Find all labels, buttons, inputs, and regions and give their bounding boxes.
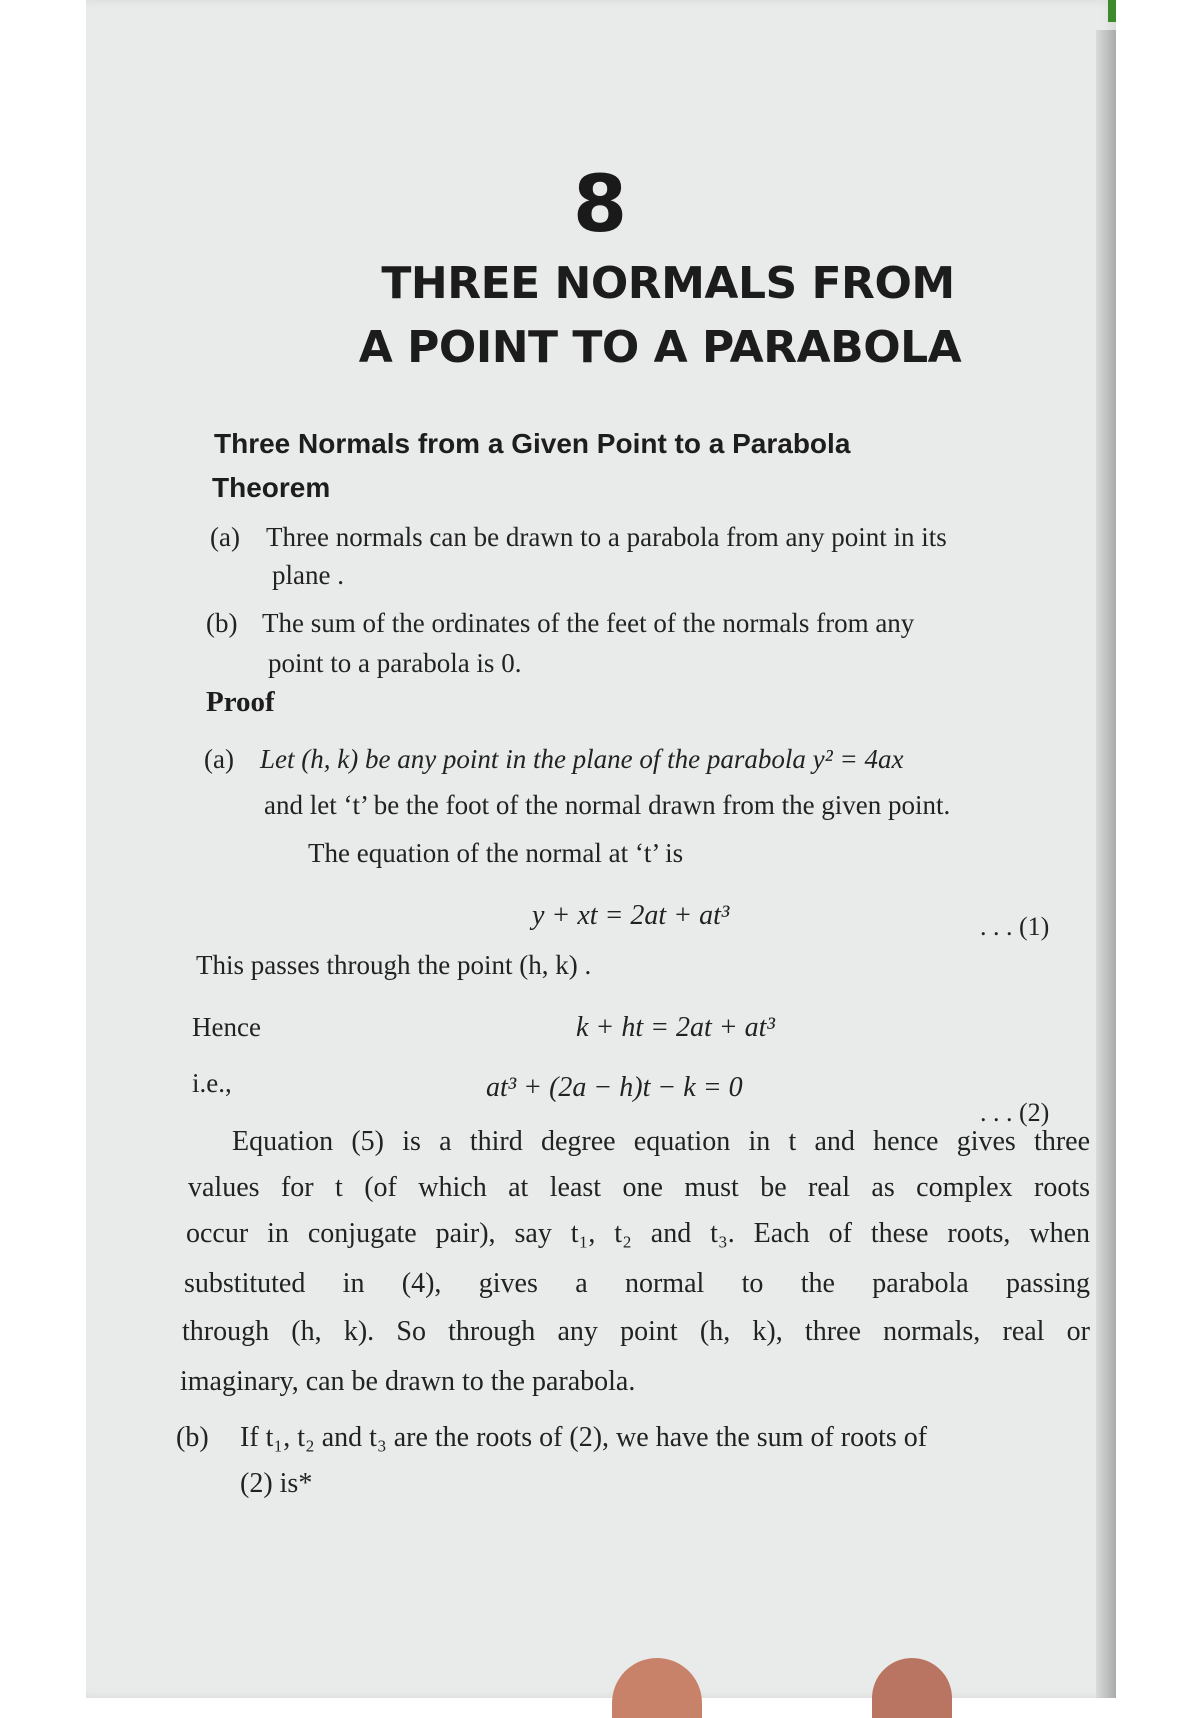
proof-label: Proof [206,686,275,718]
equation-hence: k + ht = 2at + at³ [576,1012,775,1043]
proof-a-line2: and let ‘t’ be the foot of the normal drawn from the given point. [264,790,951,820]
paragraph-line6: imaginary, can be drawn to the parabola. [180,1366,636,1397]
theorem-b-text: The sum of the ordinates of the feet of the normals from any [262,608,915,638]
passes-through-text: This passes through the point (h, k) . [196,950,592,980]
theorem-b-label: (b) [206,608,238,638]
proof-b-line1 [176,1422,927,1454]
equation-1-number: . . . (1) [980,912,1050,941]
theorem-a-text: Three normals can be drawn to a parabola from any point in its [266,522,947,552]
theorem-label: Theorem [212,472,331,503]
proof-b-label: (b) [176,1422,209,1453]
proof-b-text: If t₁, t₂ and t₃ are the roots of (2), we have the sum of roots of [240,1422,928,1453]
proof-a-label: (a) [204,744,234,774]
proof-b-line2: (2) is* [240,1468,313,1499]
equation-2-number: . . . (2) [980,1098,1050,1127]
chapter-title-line1: THREE NORMALS FROM [381,258,955,309]
theorem-a-label: (a) [210,522,240,552]
theorem-b-line1 [206,608,914,639]
equation-2: at³ + (2a − h)t − k = 0 [486,1072,743,1103]
left-margin [0,0,86,1698]
chapter-number: 8 [572,160,628,250]
hence-label: Hence [192,1012,261,1042]
paragraph-line3: occur in conjugate pair), say t₁, t₂ and t₃. Each of these roots, when [186,1218,1090,1249]
theorem-a-line2: plane . [272,560,344,590]
equation-1: y + xt = 2at + at³ [532,900,730,931]
proof-a-line1 [204,744,903,775]
paragraph-line5: through (h, k). So through any point (h, k), three normals, real or [182,1316,1090,1347]
ie-label: i.e., [192,1068,232,1098]
proof-a-text: Let (h, k) be any point in the plane of the parabola y² = 4ax [260,744,904,774]
section-heading: Three Normals from a Given Point to a Parabola [214,428,851,459]
paragraph-line4: substituted in (4), gives a normal to the parabola passing [184,1268,1090,1299]
right-margin [1116,0,1200,1698]
theorem-b-line2: point to a parabola is 0. [268,648,522,678]
paragraph-line1: Equation (5) is a third degree equation in t and hence gives three [232,1126,1090,1157]
theorem-a-line1 [210,522,947,553]
normal-intro: The equation of the normal at ‘t’ is [308,838,684,868]
paragraph-line2: values for t (of which at least one must be real as complex roots [188,1172,1090,1203]
background-corner [1108,0,1116,22]
chapter-title-line2: A POINT TO A PARABOLA [358,322,962,373]
